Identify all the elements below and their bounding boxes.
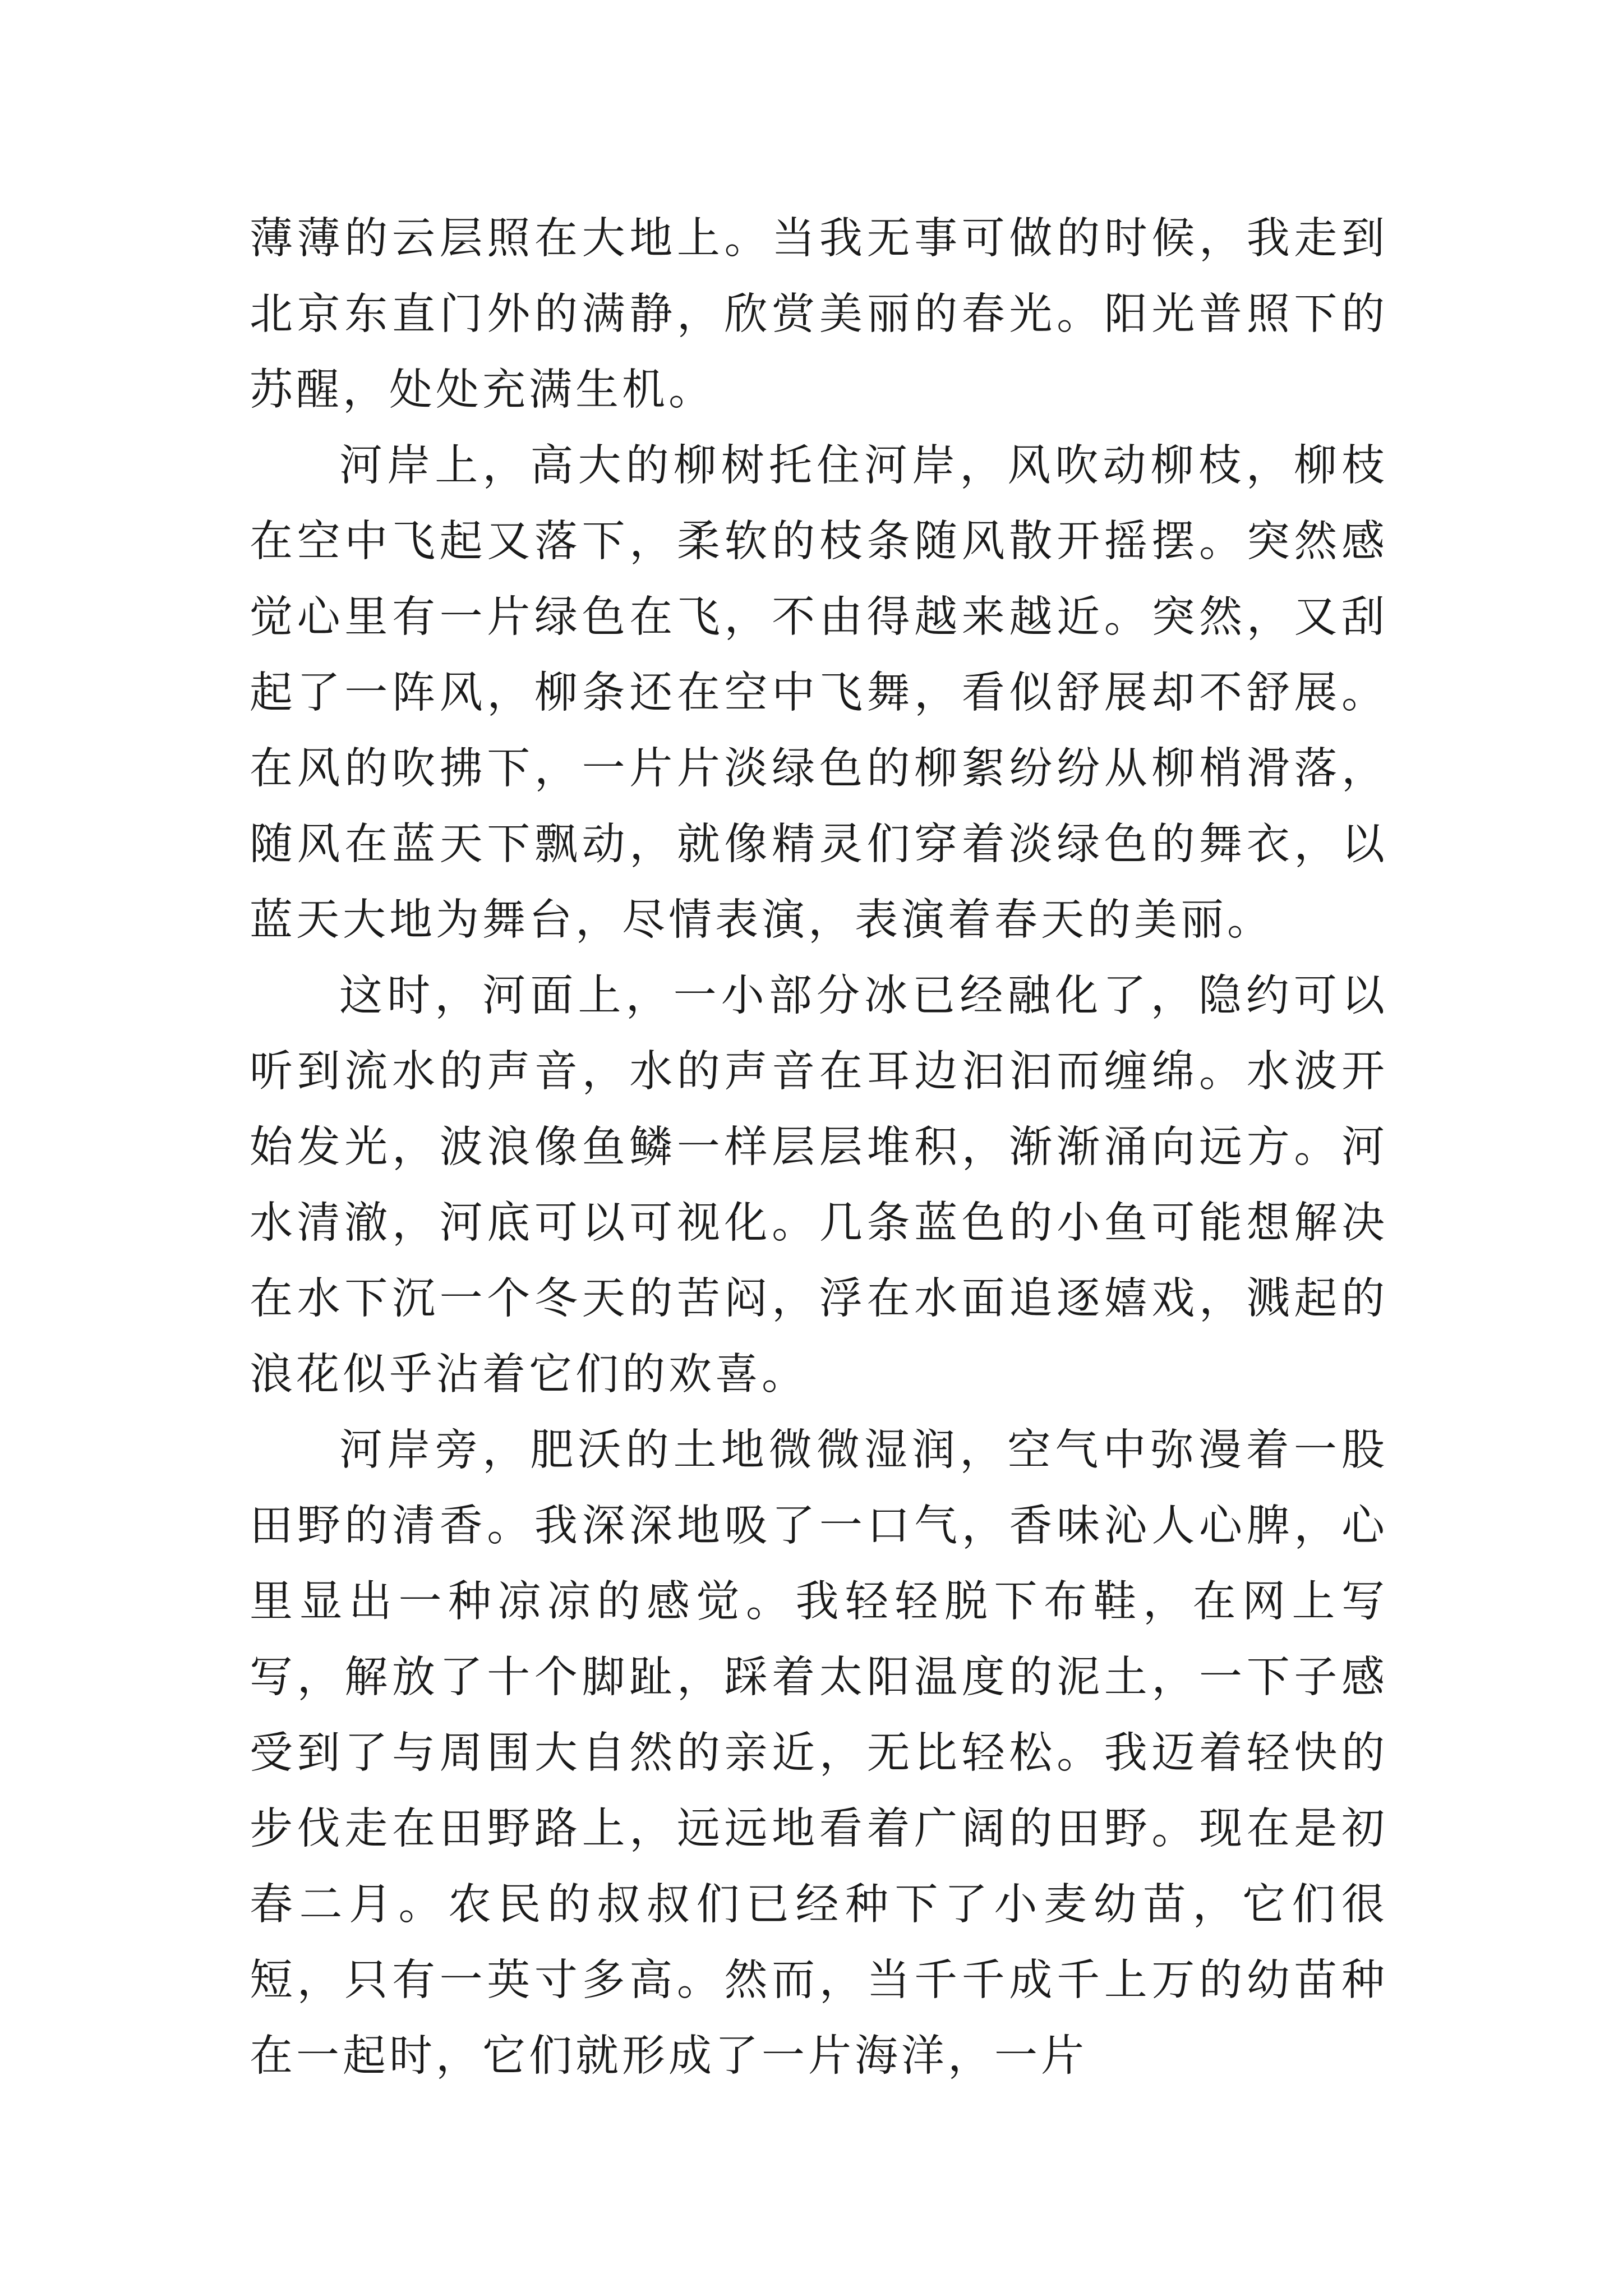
paragraph: 这时，河面上，一小部分冰已经融化了，隐约可以听到流水的声音，水的声音在耳边汩汩而缠绵。水波开始发光，波浪像鱼鳞一样层层堆积，渐渐涌向远方。河水清澈，河底可以可视化。几条蓝色的小鱼可能想解决在水下沉一个冬天的苦闷，浮在水面追逐嬉戏，溅起的浪花似乎沾着它们的欢喜。 <box>250 971 1388 1400</box>
paragraph: 河岸上，高大的柳树托住河岸，风吹动柳枝，柳枝在空中飞起又落下，柔软的枝条随风散开摇摆。突然感觉心里有一片绿色在飞，不由得越来越近。突然，又刮起了一阵风，柳条还在空中飞舞，看似舒展却不舒展。在风的吹拂下，一片片淡绿色的柳絮纷纷从柳梢滑落，随风在蓝天下飘动，就像精灵们穿着淡绿色的舞衣，以蓝天大地为舞台，尽情表演，表演着春天的美丽。 <box>250 441 1388 945</box>
paragraph: 河岸旁，肥沃的土地微微湿润，空气中弥漫着一股田野的清香。我深深地吸了一口气，香味沁人心脾，心里显出一种凉凉的感觉。我轻轻脱下布鞋，在网上写写，解放了十个脚趾，踩着太阳温度的泥土，一下子感受到了与周围大自然的亲近，无比轻松。我迈着轻快的步伐走在田野路上，远远地看着广阔的田野。现在是初春二月。农民的叔叔们已经种下了小麦幼苗，它们很短，只有一英寸多高。然而，当千千成千上万的幼苗种在一起时，它们就形成了一片海洋，一片 <box>250 1425 1388 2081</box>
paragraph: 薄薄的云层照在大地上。当我无事可做的时候，我走到北京东直门外的满静，欣赏美丽的春光。阳光普照下的苏醒，处处充满生机。 <box>250 214 1388 415</box>
document-body <box>250 201 1388 2094</box>
